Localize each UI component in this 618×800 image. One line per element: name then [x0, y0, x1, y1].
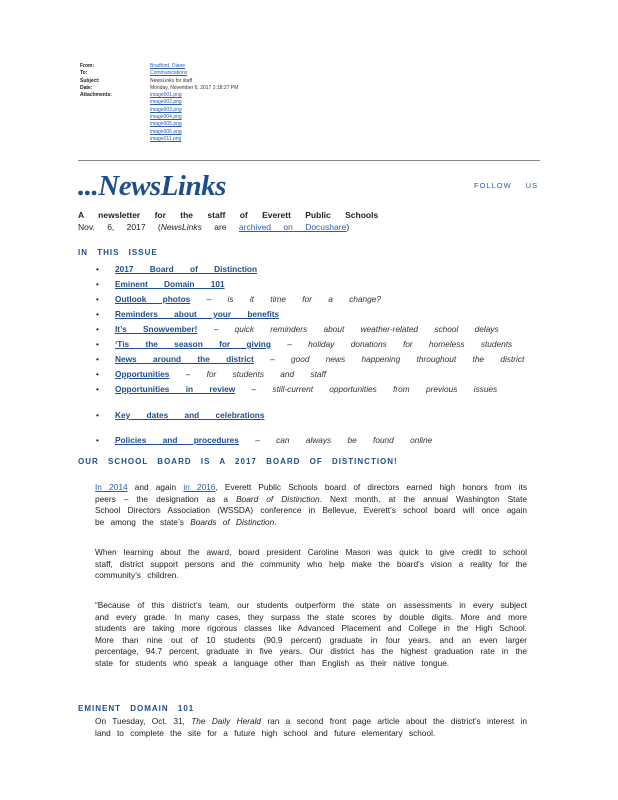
toc-item — [96, 322, 524, 337]
p1-i1: Board of Distinction — [236, 493, 320, 504]
toc-item — [96, 337, 524, 352]
follow-label: FOLLOW — [474, 181, 512, 190]
toc-link[interactable]: 2017 Board of Distinction — [115, 264, 258, 274]
toc-desc: – still-current opportunities from previous issues — [235, 384, 498, 394]
to-value[interactable]: Communications — [150, 70, 188, 77]
article-paragraph — [95, 716, 527, 739]
toc-item — [96, 277, 524, 292]
toc-desc: – holiday donations for homeless students — [270, 339, 513, 349]
toc-item — [96, 292, 524, 307]
toc-item — [96, 408, 524, 423]
toc-item — [96, 367, 524, 382]
attachment-link[interactable]: image003.png — [150, 106, 182, 113]
toc-link[interactable]: Key dates and celebrations — [115, 410, 265, 420]
article-paragraph — [95, 482, 527, 528]
toc-desc: – can always be found online — [238, 435, 433, 445]
toc-link[interactable]: It’s Snowvember! — [115, 324, 198, 334]
toc-link[interactable]: Policies and procedures — [115, 435, 239, 445]
toc-link[interactable]: Eminent Domain 101 — [115, 279, 225, 289]
p1-a: , Everett Public Schools board of directors earned high honors from its peers – the designation as a — [95, 482, 527, 504]
article-heading: OUR SCHOOL BOARD IS A 2017 BOARD OF DISTINCTION! — [78, 457, 398, 466]
article-heading: EMINENT DOMAIN 101 — [78, 704, 195, 713]
toc-desc: – good news happening throughout the district — [253, 354, 525, 364]
date-italic: NewsLinks — [160, 222, 202, 232]
from-value[interactable]: Bradford, Diane — [150, 63, 186, 69]
toc-item — [96, 352, 524, 367]
toc-desc: – for students and staff — [169, 369, 327, 379]
in-2016-link[interactable]: in 2016 — [183, 482, 216, 492]
p1-a: On Tuesday, Oct. 31, — [95, 716, 192, 726]
toc-link[interactable]: Reminders about your benefits — [115, 309, 280, 319]
attachments-label: Attachments: — [80, 92, 112, 99]
header-divider — [78, 160, 540, 161]
toc-link[interactable]: Opportunities in review — [115, 384, 236, 394]
email-header — [80, 63, 238, 143]
to-label: To: — [80, 70, 88, 77]
toc-link[interactable]: Outlook photos — [115, 294, 191, 304]
toc-item — [96, 307, 524, 322]
issue-date — [78, 222, 349, 232]
us-label: US — [525, 181, 539, 190]
attachment-link[interactable]: image005.png — [150, 121, 182, 128]
toc-heading: IN THIS ISSUE — [78, 248, 158, 257]
date-mid: are — [201, 222, 239, 232]
toc-desc: – quick reminders about weather-related school delays — [197, 324, 499, 334]
p1-i: The Daily Herald — [191, 716, 262, 726]
subject-value: NewsLinks for staff — [150, 77, 193, 84]
toc-link[interactable]: ‘Tis the season for giving — [115, 339, 271, 349]
date-label: Date: — [80, 84, 93, 91]
toc-desc: – is it time for a change? — [190, 294, 381, 304]
attachment-link[interactable]: image001.png — [150, 92, 182, 99]
toc-item — [96, 262, 524, 277]
article-paragraph: “Because of this district’s team, our students outperform the state on assessments in every subject and every grade. In many cases, they surpass the state scores by double digits. More and more students are taking more rigorous classes like Advanced Placement and College in the High School. More than nine out of 10 students (90.9 percent) graduate in four years, and an even larger percentage, 94.7 percent, graduate in five years. Our district has the highest graduation rate in the state for students who speak a language other than English as their native tongue. — [95, 600, 527, 668]
p1-i2: Boards of Distinction — [190, 516, 275, 527]
p1-b: . Next month, at the annual Washington State School Directors Association (WSSDA) conference in Bellevue, Everett’s school board will once again be among the state’s — [95, 493, 527, 527]
from-label: From: — [80, 63, 95, 69]
p1-mid: and again — [127, 482, 184, 492]
toc-link[interactable]: News around the district — [115, 354, 254, 364]
article-paragraph: When learning about the award, board president Caroline Mason was quick to give credit to school staff, district support persons and the community who help make the board’s vision a reality for the community’s children. — [95, 547, 527, 581]
tagline: A newsletter for the staff of Everett Public Schools — [78, 210, 379, 220]
follow-us-link[interactable] — [474, 181, 552, 190]
toc-link[interactable]: Opportunities — [115, 369, 170, 379]
archive-link[interactable]: archived on Docushare — [238, 222, 347, 232]
attachment-list — [150, 92, 182, 143]
p1-c: . — [274, 516, 277, 527]
in-2014-link[interactable]: In 2014 — [95, 482, 128, 492]
date-text: Nov. 6, 2017 ( — [78, 222, 161, 232]
toc-item — [96, 382, 524, 397]
attachment-link[interactable]: image011.png — [150, 135, 182, 142]
attachment-link[interactable]: image004.png — [150, 114, 182, 121]
toc-item — [96, 433, 524, 448]
date-end: ) — [346, 222, 350, 232]
toc-list — [96, 262, 524, 448]
subject-label: Subject: — [80, 77, 100, 84]
attachment-link[interactable]: image002.png — [150, 99, 182, 106]
p1-b: ran a second front page article about the district’s interest in land to complete the site for a future high school and future elementary school. — [95, 716, 527, 738]
date-value: Monday, November 6, 2017 2:18:27 PM — [150, 84, 239, 91]
attachment-link[interactable]: image006.png — [150, 128, 182, 135]
newsletter-title: ...NewsLinks — [78, 170, 226, 202]
